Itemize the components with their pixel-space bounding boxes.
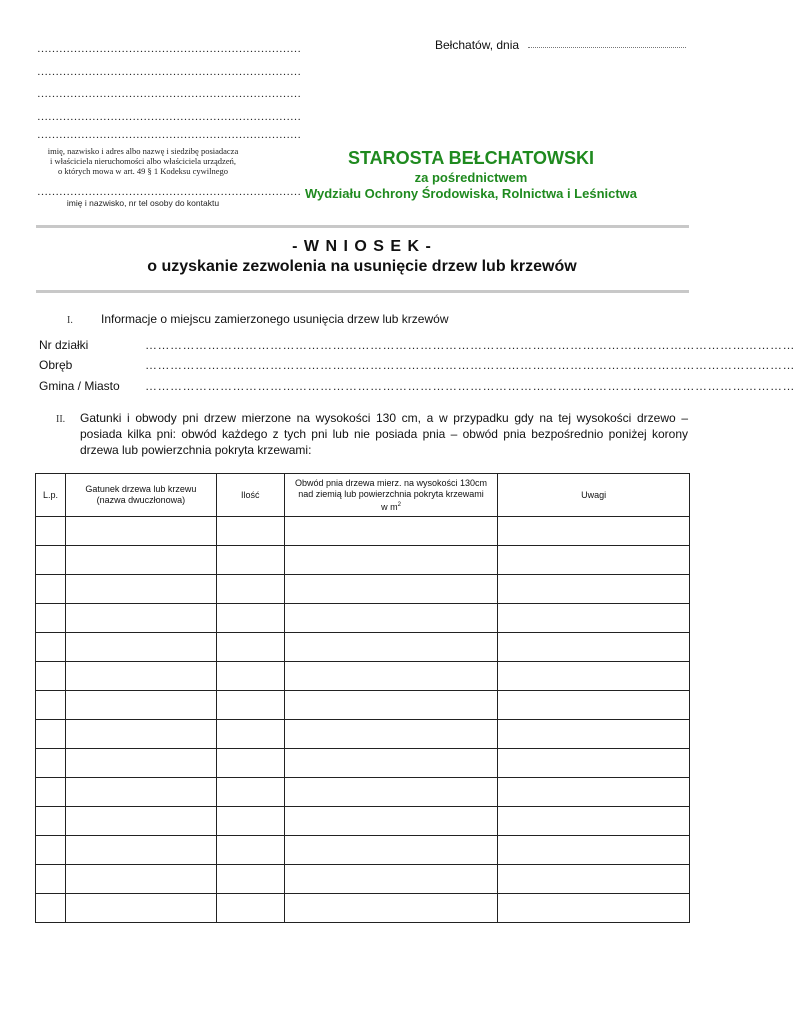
- col-header-circ-line-1: Obwód pnia drzewa mierz. na wysokości 130cm: [294, 477, 488, 488]
- applicant-line-5[interactable]: ………………………………………………………………: [37, 129, 301, 141]
- table-row: [36, 575, 690, 604]
- cell-quantity[interactable]: [216, 720, 284, 749]
- col-header-circ-unit: w m: [381, 501, 398, 512]
- cell-circumference[interactable]: [284, 633, 498, 662]
- table-row: [36, 517, 690, 546]
- cell-circumference[interactable]: [284, 604, 498, 633]
- applicant-caption-line-1: imię, nazwisko i adres albo nazwę i siedzibę posiadacza: [47, 146, 239, 156]
- top-divider: [36, 225, 689, 228]
- cell-notes[interactable]: [498, 836, 690, 865]
- cell-quantity[interactable]: [216, 662, 284, 691]
- table-row: [36, 894, 690, 923]
- cell-lp[interactable]: [36, 894, 66, 923]
- section-1-heading: Informacje o miejscu zamierzonego usunięcia drzew lub krzewów: [101, 312, 449, 326]
- cell-notes[interactable]: [498, 778, 690, 807]
- col-header-species: [65, 474, 216, 517]
- cell-quantity[interactable]: [216, 894, 284, 923]
- applicant-caption: [37, 146, 249, 176]
- plot-number-label: Nr działki: [39, 338, 89, 352]
- cell-quantity[interactable]: [216, 546, 284, 575]
- table-body: [36, 517, 690, 923]
- precinct-label: Obręb: [39, 358, 73, 372]
- cell-lp[interactable]: [36, 778, 66, 807]
- col-header-notes: Uwagi: [498, 474, 690, 517]
- cell-circumference[interactable]: [284, 662, 498, 691]
- cell-circumference[interactable]: [284, 836, 498, 865]
- applicant-caption-line-3: o których mowa w art. 49 § 1 Kodeksu cywilnego: [58, 166, 228, 176]
- applicant-caption-line-2: i właściciela nieruchomości albo właściciela urządzeń,: [50, 156, 236, 166]
- section-2-text: Gatunki i obwody pni drzew mierzone na wysokości 130 cm, a w przypadku gdy na tej wysokości drzewo – posiada kilka pni: obwód każdego z tych pni lub nie posiada pnia – obwód pnia bezpośrednio poniżej korony drzewa lub powierzchnia pokryta krzewami:: [80, 411, 688, 457]
- cell-species[interactable]: [65, 604, 216, 633]
- table-row: [36, 836, 690, 865]
- table-row: [36, 720, 690, 749]
- cell-notes[interactable]: [498, 546, 690, 575]
- table-row: [36, 604, 690, 633]
- cell-circumference[interactable]: [284, 749, 498, 778]
- cell-quantity[interactable]: [216, 807, 284, 836]
- cell-quantity[interactable]: [216, 575, 284, 604]
- cell-species[interactable]: [65, 633, 216, 662]
- trees-table: [35, 473, 690, 923]
- cell-quantity[interactable]: [216, 517, 284, 546]
- table-row: [36, 807, 690, 836]
- cell-quantity[interactable]: [216, 749, 284, 778]
- addressee-line-2: za pośrednictwem: [414, 170, 528, 185]
- table-row: [36, 865, 690, 894]
- table-header-row: [36, 474, 690, 517]
- table-row: [36, 749, 690, 778]
- cell-circumference[interactable]: [284, 546, 498, 575]
- cell-circumference[interactable]: [284, 894, 498, 923]
- cell-species[interactable]: [65, 517, 216, 546]
- cell-notes[interactable]: [498, 749, 690, 778]
- col-header-circumference: [284, 474, 498, 517]
- table-row: [36, 778, 690, 807]
- cell-species[interactable]: [65, 575, 216, 604]
- table-row: [36, 662, 690, 691]
- cell-notes[interactable]: [498, 691, 690, 720]
- cell-circumference[interactable]: [284, 778, 498, 807]
- cell-quantity[interactable]: [216, 778, 284, 807]
- cell-notes[interactable]: [498, 604, 690, 633]
- col-header-species-line-1: Gatunek drzewa lub krzewu: [85, 484, 197, 494]
- applicant-line-1[interactable]: ………………………………………………………………: [37, 43, 301, 55]
- addressee-line-3: Wydziału Ochrony Środowiska, Rolnictwa i Leśnictwa: [304, 186, 638, 201]
- plot-number-field[interactable]: …………………………………………………………………………………………………………………………………………: [145, 338, 795, 352]
- cell-notes[interactable]: [498, 865, 690, 894]
- cell-lp[interactable]: [36, 749, 66, 778]
- cell-quantity[interactable]: [216, 633, 284, 662]
- cell-circumference[interactable]: [284, 807, 498, 836]
- request-title: - W N I O S E K -: [292, 238, 432, 255]
- cell-lp[interactable]: [36, 807, 66, 836]
- col-header-species-line-2: (nazwa dwuczłonowa): [96, 495, 186, 505]
- contact-caption: imię i nazwisko, nr tel osoby do kontaktu: [66, 198, 220, 208]
- applicant-line-2[interactable]: ………………………………………………………………: [37, 66, 301, 78]
- cell-circumference[interactable]: [284, 575, 498, 604]
- cell-lp[interactable]: [36, 865, 66, 894]
- cell-species[interactable]: [65, 720, 216, 749]
- cell-quantity[interactable]: [216, 836, 284, 865]
- place-date: Bełchatów, dnia: [435, 38, 520, 52]
- cell-lp[interactable]: [36, 836, 66, 865]
- section-2-number: II.: [56, 414, 66, 425]
- municipality-label: Gmina / Miasto: [39, 379, 120, 393]
- cell-notes[interactable]: [498, 575, 690, 604]
- table-row: [36, 546, 690, 575]
- cell-notes[interactable]: [498, 894, 690, 923]
- cell-lp[interactable]: [36, 604, 66, 633]
- addressee-title: STAROSTA BEŁCHATOWSKI: [348, 148, 594, 168]
- cell-notes[interactable]: [498, 517, 690, 546]
- cell-circumference[interactable]: [284, 865, 498, 894]
- cell-lp[interactable]: [36, 517, 66, 546]
- request-subtitle: o uzyskanie zezwolenia na usunięcie drzew lub krzewów: [147, 258, 577, 275]
- cell-circumference[interactable]: [284, 691, 498, 720]
- cell-notes[interactable]: [498, 662, 690, 691]
- cell-species[interactable]: [65, 546, 216, 575]
- cell-species[interactable]: [65, 865, 216, 894]
- municipality-field[interactable]: …………………………………………………………………………………………………………………………………………: [145, 379, 795, 393]
- table-row: [36, 633, 690, 662]
- cell-lp[interactable]: [36, 575, 66, 604]
- cell-species[interactable]: [65, 807, 216, 836]
- applicant-line-4[interactable]: ………………………………………………………………: [37, 111, 301, 123]
- col-header-lp: L.p.: [36, 474, 66, 517]
- section-1-number: I.: [67, 315, 73, 326]
- col-header-circ-line-3: [285, 500, 498, 513]
- cell-species[interactable]: [65, 749, 216, 778]
- cell-circumference[interactable]: [284, 720, 498, 749]
- col-header-circ-sup: 2: [397, 501, 401, 508]
- cell-species[interactable]: [65, 778, 216, 807]
- cell-circumference[interactable]: [284, 517, 498, 546]
- cell-notes[interactable]: [498, 720, 690, 749]
- col-header-quantity: Ilość: [216, 474, 284, 517]
- cell-notes[interactable]: [498, 807, 690, 836]
- cell-notes[interactable]: [498, 633, 690, 662]
- cell-lp[interactable]: [36, 546, 66, 575]
- contact-line[interactable]: ………………………………………………………………: [37, 186, 301, 198]
- precinct-field[interactable]: …………………………………………………………………………………………………………………………………………: [145, 358, 795, 372]
- cell-quantity[interactable]: [216, 604, 284, 633]
- applicant-line-3[interactable]: ………………………………………………………………: [37, 88, 301, 100]
- cell-lp[interactable]: [36, 662, 66, 691]
- cell-species[interactable]: [65, 894, 216, 923]
- cell-lp[interactable]: [36, 691, 66, 720]
- cell-quantity[interactable]: [216, 691, 284, 720]
- cell-species[interactable]: [65, 691, 216, 720]
- cell-species[interactable]: [65, 662, 216, 691]
- date-field[interactable]: [528, 47, 686, 48]
- cell-quantity[interactable]: [216, 865, 284, 894]
- title-divider: [36, 290, 689, 293]
- cell-lp[interactable]: [36, 633, 66, 662]
- col-header-circ-line-2: nad ziemią lub powierzchnia pokryta krzewami: [298, 488, 484, 499]
- table-row: [36, 691, 690, 720]
- cell-lp[interactable]: [36, 720, 66, 749]
- cell-species[interactable]: [65, 836, 216, 865]
